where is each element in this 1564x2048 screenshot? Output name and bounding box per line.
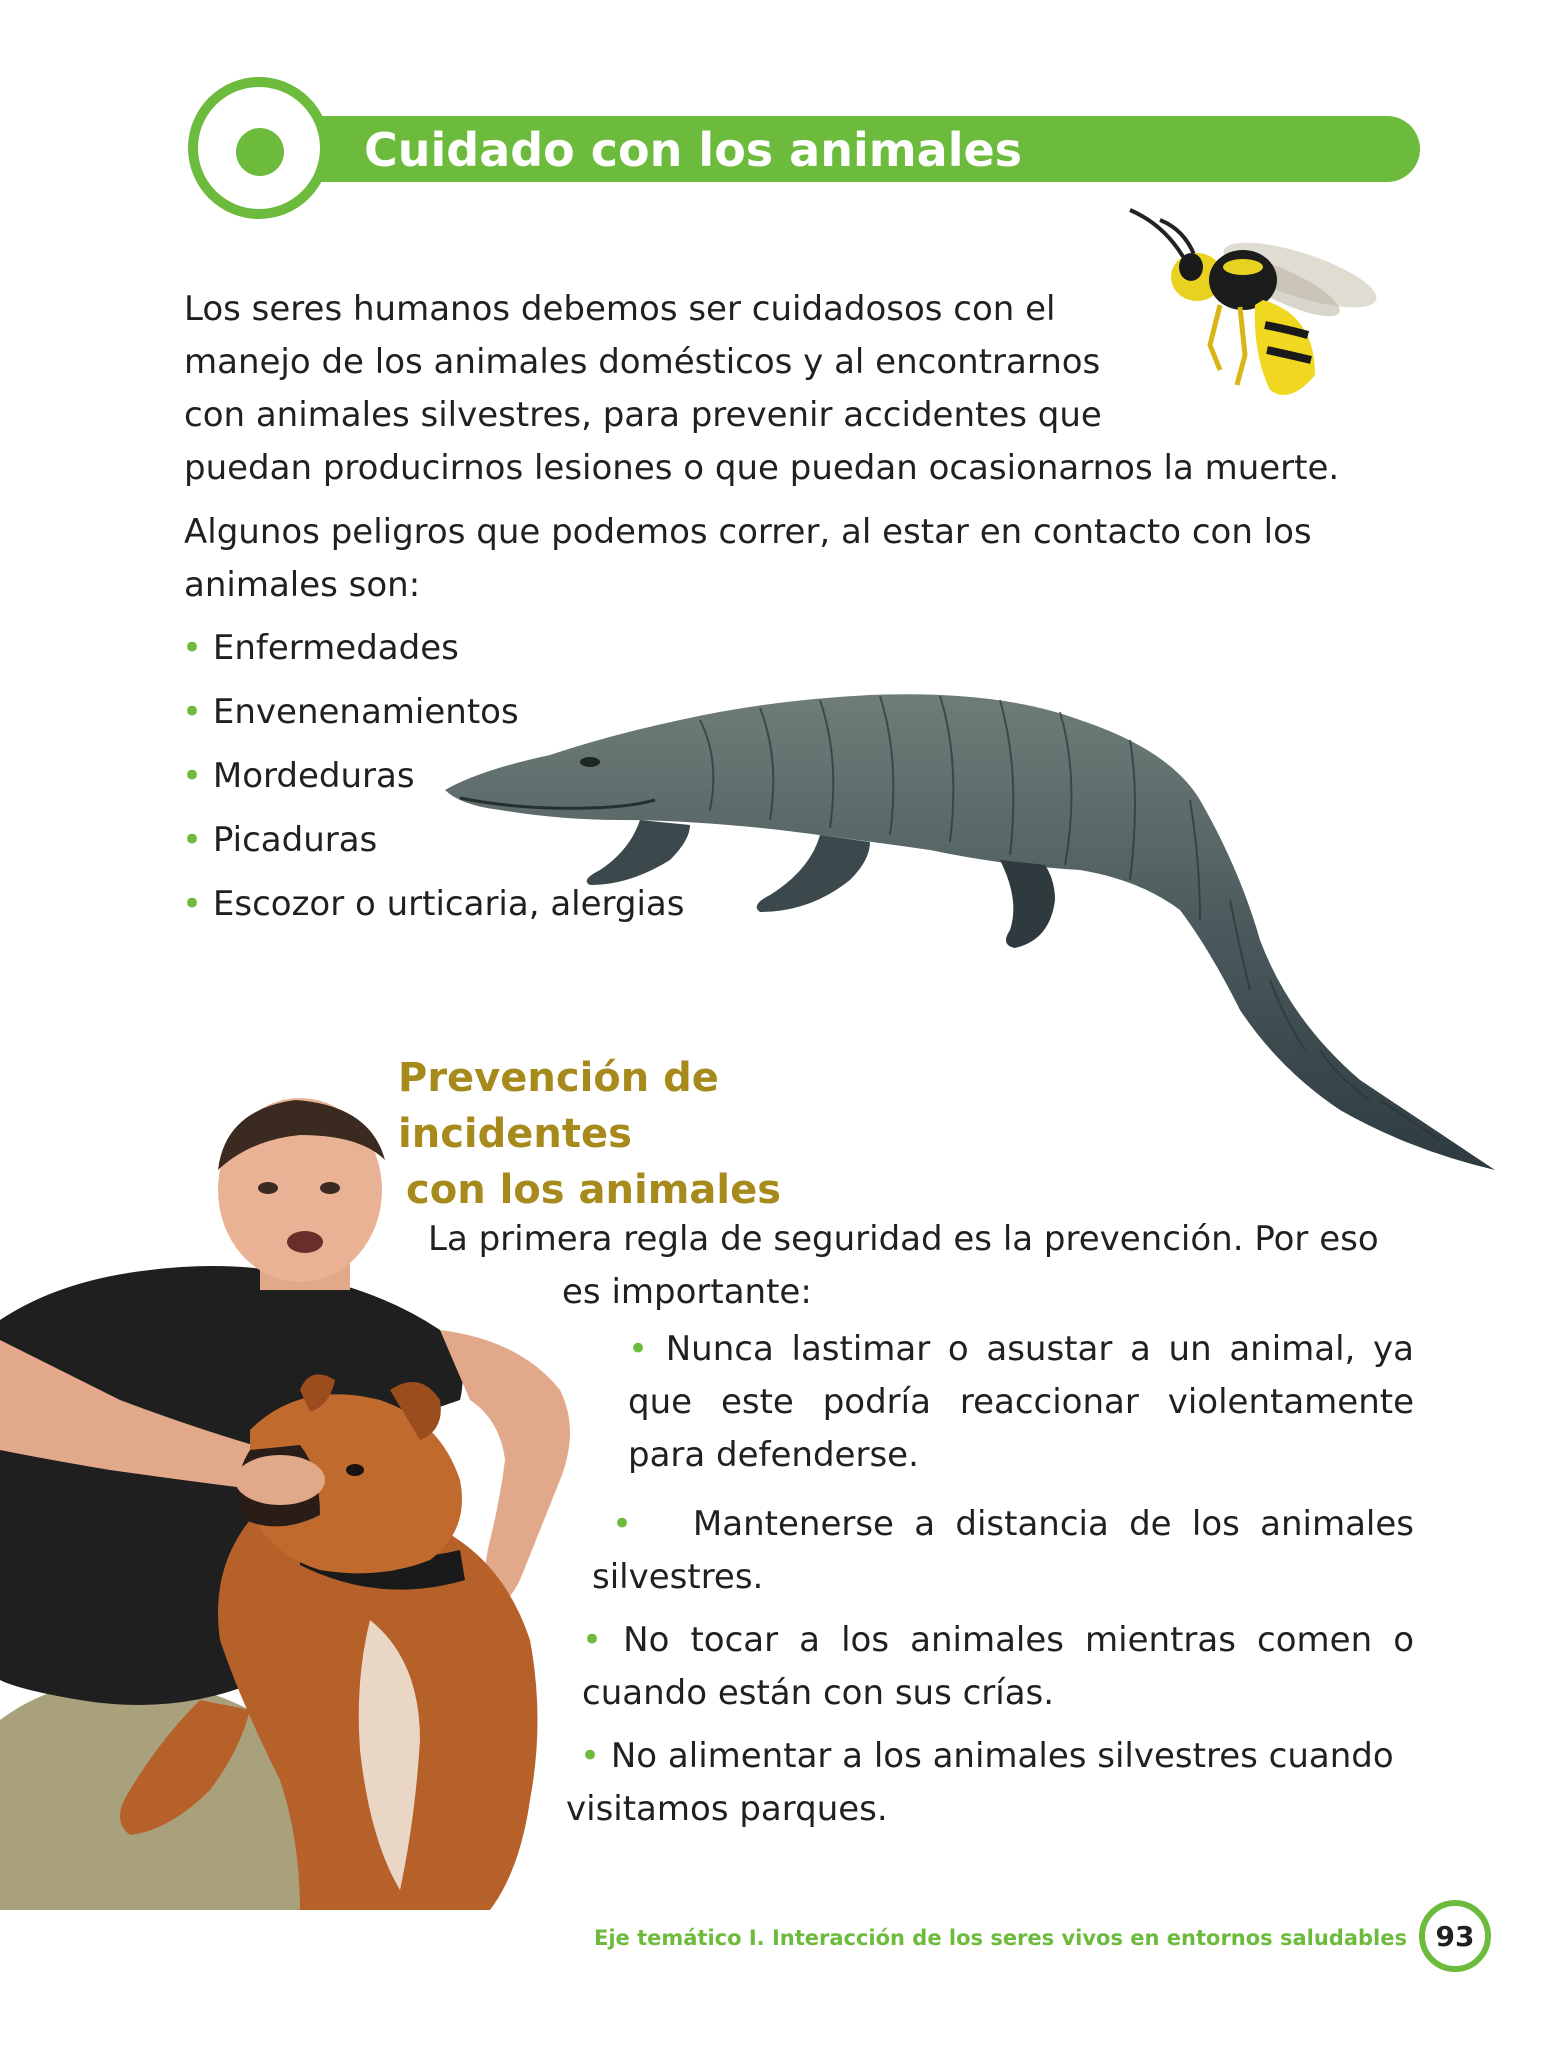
intro-paragraph: [184, 283, 1384, 495]
dangers-intro-line: Algunos peligros que podemos correr, al estar en contacto con los: [184, 512, 1312, 552]
prevention-tip: [628, 1323, 1414, 1482]
section-heading: [398, 1050, 938, 1218]
prevention-tip: [592, 1498, 1414, 1604]
prevention-tip: [566, 1730, 1414, 1836]
tip-text: No tocar a los animales mientras comen o cuando están con sus crías.: [582, 1620, 1414, 1713]
section-heading-line: con los animales: [406, 1167, 782, 1213]
bullet-icon: •: [582, 1620, 603, 1660]
page-number: 93: [1419, 1900, 1491, 1972]
header-dot-icon: [236, 128, 284, 176]
bullet-icon: •: [182, 820, 203, 860]
danger-label: Escozor o urticaria, alergias: [212, 884, 685, 924]
tip-text: Mantenerse a distancia de los animales silvestres.: [592, 1504, 1414, 1597]
danger-label: Picaduras: [212, 820, 378, 860]
bullet-icon: •: [182, 884, 203, 924]
intro-line: con animales silvestres, para prevenir accidentes que: [184, 395, 1102, 435]
bullet-icon: •: [182, 756, 203, 796]
footer-section-title: Eje temático I. Interacción de los seres vivos en entornos saludables: [593, 1926, 1407, 1950]
bullet-icon: •: [612, 1504, 633, 1544]
intro-line: manejo de los animales domésticos y al encontrarnos: [184, 342, 1101, 382]
prevention-tip: [582, 1614, 1414, 1720]
danger-label: Envenenamientos: [212, 692, 519, 732]
tip-text: Nunca lastimar o asustar a un animal, ya que este podría reaccionar violentamente para defenderse.: [628, 1329, 1414, 1475]
bullet-icon: •: [580, 1736, 601, 1776]
prevention-intro-line: La primera regla de seguridad es la prevención. Por eso: [428, 1219, 1379, 1259]
list-item: [182, 620, 684, 684]
bullet-icon: •: [628, 1329, 649, 1369]
dangers-intro-line: animales son:: [184, 565, 421, 605]
prevention-intro-line: es importante:: [562, 1272, 812, 1312]
intro-line: puedan producirnos lesiones o que puedan ocasionarnos la muerte.: [184, 448, 1340, 488]
bullet-icon: •: [182, 692, 203, 732]
bullet-icon: •: [182, 628, 203, 668]
section-heading-line: Prevención de incidentes: [398, 1055, 719, 1157]
intro-line: Los seres humanos debemos ser cuidadosos con el: [184, 289, 1056, 329]
dangers-intro-paragraph: [184, 506, 1384, 612]
danger-label: Mordeduras: [212, 756, 415, 796]
tip-text: No alimentar a los animales silvestres cuando visitamos parques.: [566, 1736, 1394, 1829]
page-title: Cuidado con los animales: [364, 123, 1023, 177]
danger-label: Enfermedades: [212, 628, 459, 668]
